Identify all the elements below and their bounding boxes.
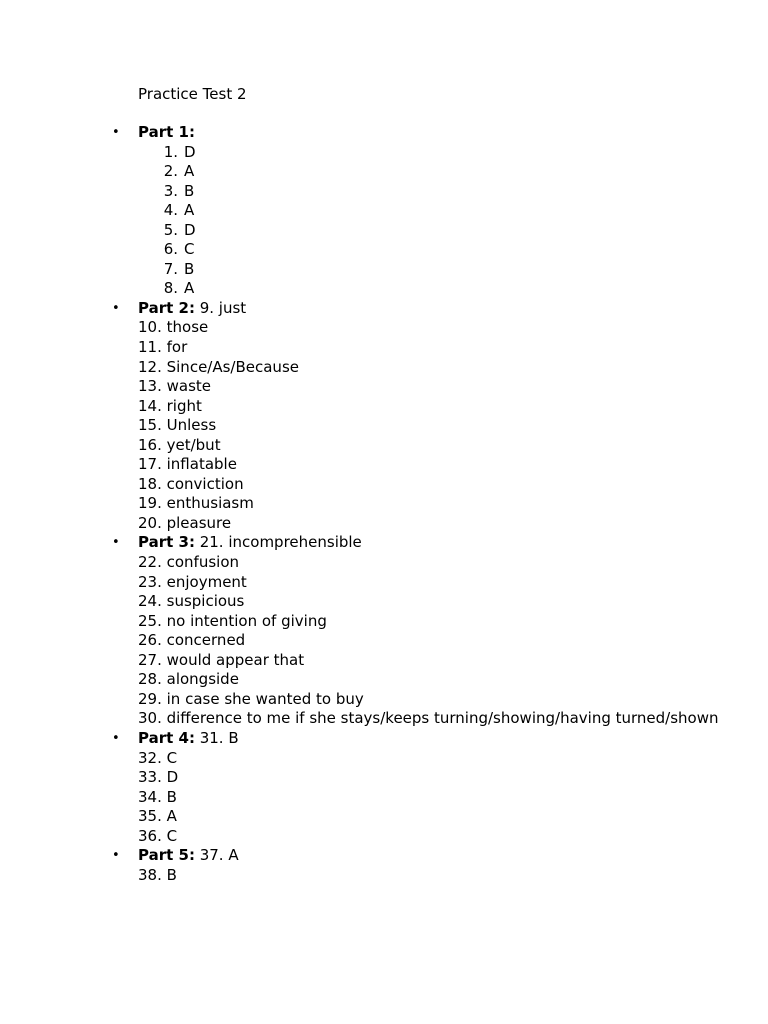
part-heading xyxy=(138,846,738,866)
answer-line xyxy=(138,768,738,788)
answer-text: 11. for xyxy=(138,338,188,357)
answer-text: 17. inflatable xyxy=(138,455,237,474)
list-item xyxy=(138,143,738,163)
item-number: 6. xyxy=(163,240,178,259)
bullet-icon: • xyxy=(112,848,120,864)
list-item xyxy=(138,221,738,241)
first-answer: 37. A xyxy=(194,846,239,865)
answer-text: 15. Unless xyxy=(138,416,217,435)
part-label: Part 3: xyxy=(138,533,195,552)
answer-text: 35. A xyxy=(138,807,177,826)
answer-text: 27. would appear that xyxy=(138,650,305,669)
answer-line xyxy=(138,866,738,886)
part-item xyxy=(112,298,738,319)
answer-text: 26. concerned xyxy=(138,631,246,650)
answer-text: 14. right xyxy=(138,396,202,415)
page-title: Practice Test 2 xyxy=(138,85,247,103)
part-item xyxy=(112,728,738,749)
list-item xyxy=(138,182,738,202)
answer-line xyxy=(138,612,738,632)
answer-text: 16. yet/but xyxy=(138,435,221,454)
answer-text: 23. enjoyment xyxy=(138,572,247,591)
answer-line xyxy=(138,670,738,690)
answer-line xyxy=(138,709,738,729)
bullet-icon: • xyxy=(112,535,120,551)
item-number: 4. xyxy=(163,201,178,220)
answer-line xyxy=(138,592,738,612)
item-answer: B xyxy=(184,259,195,278)
answer-text: 30. difference to me if she stays/keeps turning/showing/having turned/shown xyxy=(138,709,719,728)
answer-text: 24. suspicious xyxy=(138,592,245,611)
answer-line xyxy=(138,338,738,358)
part-label: Part 5: xyxy=(138,846,195,865)
answer-text: 34. B xyxy=(138,787,177,806)
answer-line xyxy=(138,397,738,417)
item-number: 7. xyxy=(163,259,178,278)
list-item xyxy=(138,279,738,299)
answer-text: 10. those xyxy=(138,318,209,337)
answer-line xyxy=(138,455,738,475)
part-label: Part 4: xyxy=(138,728,195,747)
answer-line xyxy=(138,690,738,710)
answer-line xyxy=(138,807,738,827)
part-heading xyxy=(138,729,738,749)
list-item xyxy=(138,260,738,280)
answer-line xyxy=(138,358,738,378)
answer-line xyxy=(138,475,738,495)
numbered-answers xyxy=(138,143,738,299)
first-answer: 21. incomprehensible xyxy=(194,533,362,552)
answer-text: 29. in case she wanted to buy xyxy=(138,689,364,708)
part-heading xyxy=(138,299,738,319)
bullet-icon: • xyxy=(112,125,120,140)
answer-text: 12. Since/As/Because xyxy=(138,357,299,376)
item-answer: D xyxy=(184,142,196,161)
item-number: 8. xyxy=(163,279,178,298)
item-number: 2. xyxy=(163,162,178,181)
part-item xyxy=(112,846,738,866)
answer-line xyxy=(138,436,738,456)
bullet-icon: • xyxy=(112,730,120,746)
answer-line xyxy=(138,631,738,651)
list-item xyxy=(138,240,738,260)
answer-text: 32. C xyxy=(138,748,178,767)
parts-list xyxy=(112,123,738,885)
answer-text: 13. waste xyxy=(138,377,212,396)
item-answer: B xyxy=(184,181,195,200)
list-item xyxy=(138,162,738,182)
part-item xyxy=(112,123,738,299)
item-answer: A xyxy=(184,279,195,298)
item-answer: A xyxy=(184,201,195,220)
answer-text: 18. conviction xyxy=(138,474,244,493)
answer-line xyxy=(138,514,738,534)
answer-text: 33. D xyxy=(138,768,179,787)
answer-text: 22. confusion xyxy=(138,553,240,572)
answer-line xyxy=(138,416,738,436)
answer-line xyxy=(138,573,738,593)
answer-text: 38. B xyxy=(138,865,177,884)
part-label: Part 2: xyxy=(138,298,195,317)
answer-line xyxy=(138,553,738,573)
answer-line xyxy=(138,377,738,397)
part-heading xyxy=(138,533,738,553)
bullet-icon: • xyxy=(112,300,120,316)
item-number: 5. xyxy=(163,220,178,239)
answer-line xyxy=(138,494,738,514)
first-answer: 9. just xyxy=(194,298,247,317)
part-heading xyxy=(138,123,738,143)
answer-line xyxy=(138,651,738,671)
answer-text: 20. pleasure xyxy=(138,513,232,532)
answer-text: 36. C xyxy=(138,826,178,845)
item-answer: A xyxy=(184,162,195,181)
item-answer: C xyxy=(184,240,195,259)
item-number: 1. xyxy=(163,142,178,161)
answer-line xyxy=(138,318,738,338)
answer-text: 19. enthusiasm xyxy=(138,494,254,513)
list-item xyxy=(138,201,738,221)
answer-line xyxy=(138,788,738,808)
item-number: 3. xyxy=(163,181,178,200)
part-item xyxy=(112,533,738,553)
answer-text: 28. alongside xyxy=(138,670,239,689)
first-answer: 31. B xyxy=(194,728,239,747)
answer-line xyxy=(138,749,738,769)
part-label: Part 1: xyxy=(138,123,195,141)
answer-text: 25. no intention of giving xyxy=(138,611,327,630)
answer-line xyxy=(138,827,738,847)
item-answer: D xyxy=(184,220,196,239)
